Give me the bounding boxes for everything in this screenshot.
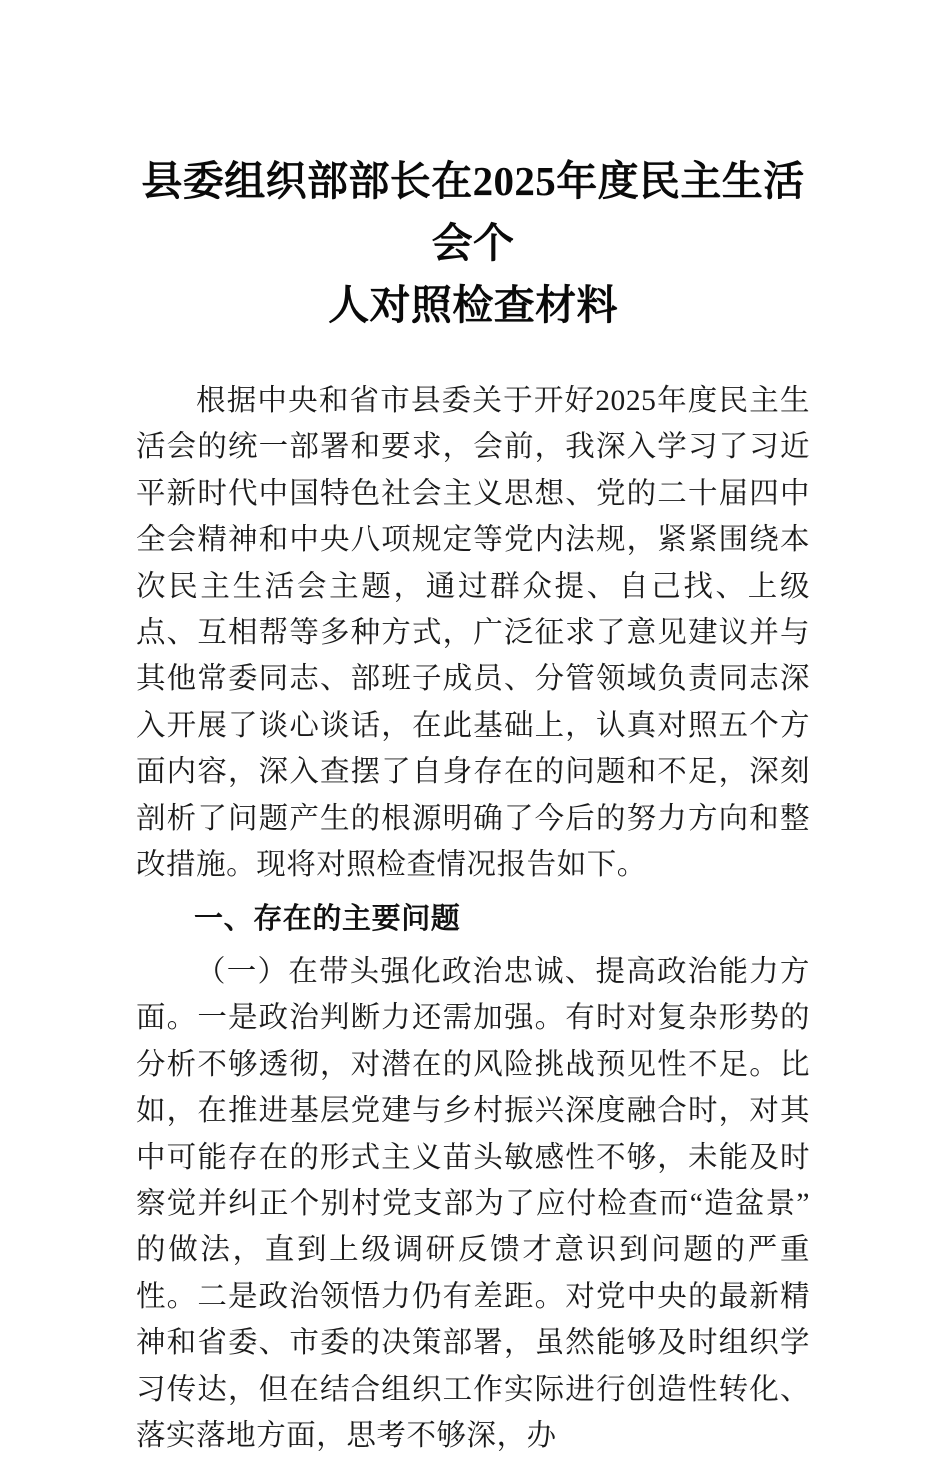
page-title — [136, 0, 810, 336]
page-title-line-1: 县委组织部部长在2025年度民主生活会个 — [141, 158, 805, 266]
opening-paragraph: 根据中央和省市县委关于开好2025年度民主生活会的统一部署和要求，会前，我深入学习了习近平新时代中国特色社会主义思想、党的二十届四中全会精神和中央八项规定等党内法规，紧紧围绕本次民主生活会主题，通过群众提、自己找、上级点、互相帮等多种方式，广泛征求了意见建议并与其他常委同志、部班子成员、分管领域负责同志深入开展了谈心谈话，在此基础上，认真对照五个方面内容，深入查摆了自身存在的问题和不足，深刻剖析了问题产生的根源明确了今后的努力方向和整改措施。现将对照检查情况报告如下。 — [136, 385, 810, 882]
page-title-line-2: 人对照检查材料 — [328, 282, 618, 328]
section-heading-main-problems: 一、存在的主要问题 — [194, 903, 461, 936]
subsection-paragraph-political-loyalty: （一）在带头强化政治忠诚、提高政治能力方面。一是政治判断力还需加强。有时对复杂形势的分析不够透彻，对潜在的风险挑战预见性不足。比如，在推进基层党建与乡村振兴深度融合时，对其中可能存在的形式主义苗头敏感性不够，未能及时察觉并纠正个别村党支部为了应付检查而“造盆景”的做法，直到上级调研反馈才意识到问题的严重性。二是政治领悟力仍有差距。对党中央的最新精神和省委、市委的决策部署，虽然能够及时组织学习传达，但在结合组织工作实际进行创造性转化、落实落地方面，思考不够深，办 — [136, 955, 810, 1452]
